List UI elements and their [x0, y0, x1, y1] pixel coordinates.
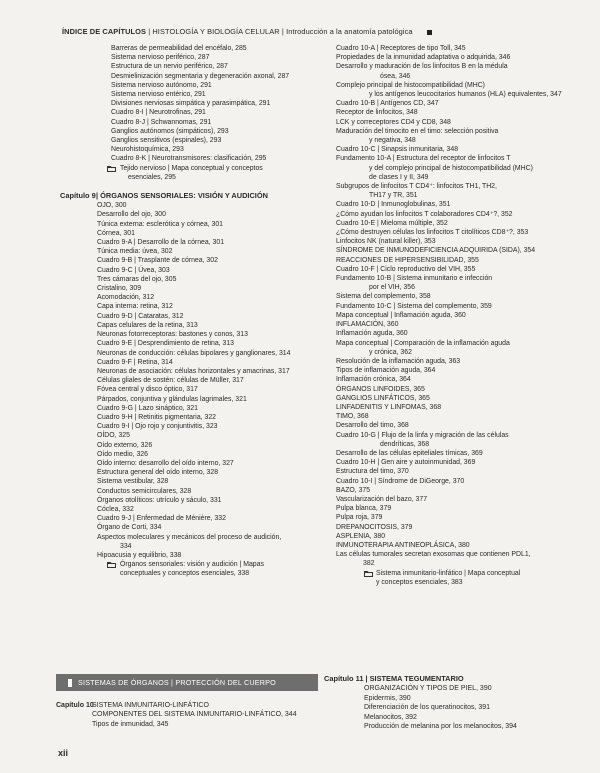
toc-entry-text: Sistema inmunitario-linfático | Mapa conceptual [376, 569, 521, 577]
toc-entry[interactable]: ÓRGANOS LINFOIDES, 365 [336, 385, 425, 393]
toc-entry[interactable]: Cuadro 9-C | Úvea, 303 [97, 266, 170, 274]
toc-entry[interactable]: por el VIH, 356 [369, 284, 415, 292]
toc-entry[interactable]: Cuadro 10-I | Síndrome de DiGeorge, 370 [336, 477, 465, 485]
toc-entry[interactable]: Oído interno: desarrollo del oído interno, 327 [97, 459, 234, 467]
toc-entry[interactable]: Conductos semicirculares, 328 [97, 487, 192, 495]
toc-entry[interactable]: 334 [120, 542, 132, 550]
toc-entry[interactable]: Cóclea, 332 [97, 505, 134, 513]
toc-entry[interactable]: Desmielinización segmentaria y degeneración axonal, 287 [111, 72, 290, 80]
toc-entry[interactable]: ósea, 346 [380, 72, 411, 80]
page-number: xii [58, 748, 69, 758]
toc-entry[interactable]: Tipos de inflamación aguda, 364 [336, 367, 436, 375]
toc-entry[interactable]: Subgrupos de linfocitos T CD4⁺: linfocitos TH1, TH2, [336, 183, 497, 191]
toc-entry[interactable]: LINFADENITIS Y LINFOMAS, 368 [336, 403, 442, 411]
header-separator: | [281, 27, 284, 36]
toc-entry[interactable]: LCK y correceptores CD4 y CD8, 348 [336, 118, 451, 126]
header-subtitle: Introducción a la anatomía patológica [286, 27, 413, 36]
chapter-10-heading[interactable] [56, 702, 209, 709]
toc-entry[interactable]: 382 [363, 560, 375, 568]
toc-entry[interactable]: Capas celulares de la retina, 313 [97, 321, 198, 329]
toc-entry[interactable]: Aspectos moleculares y mecánicos del proceso de audición, [97, 533, 282, 541]
toc-entry[interactable]: Producción de melanina por los melanocitos, 394 [364, 723, 517, 731]
toc-entry[interactable]: Cuadro 10-E | Mieloma múltiple, 352 [336, 219, 448, 227]
toc-entry[interactable]: Cuadro 9-A | Desarrollo de la córnea, 301 [97, 239, 225, 247]
toc-entry[interactable]: Inflamación aguda, 360 [336, 330, 408, 338]
toc-entry[interactable]: SÍNDROME DE INMUNODEFICIENCIA ADQUIRIDA (SIDA), 354 [336, 247, 536, 255]
toc-concept-map-entry[interactable] [60, 560, 322, 578]
toc-entry[interactable]: y del complejo principal de histocompatibilidad (MHC) [369, 164, 533, 172]
toc-entry[interactable]: Cuadro 10-H | Gen aire y autoinmunidad, 369 [336, 459, 476, 467]
toc-entry[interactable]: INMUNOTERAPIA ANTINEOPLÁSICA, 380 [336, 541, 470, 549]
toc-entry[interactable]: INFLAMACIÓN, 360 [336, 321, 399, 329]
toc-entry[interactable]: Túnica externa: esclerótica y córnea, 301 [97, 220, 224, 228]
header-separator: | [148, 27, 151, 36]
banner-marker-icon [68, 679, 72, 687]
chapter-10-block [56, 701, 297, 729]
toc-entry[interactable]: Cuadro 9-H | Retinitis pigmentaria, 322 [97, 413, 216, 421]
chapter-title: | SISTEMA TEGUMENTARIO [365, 674, 464, 683]
toc-entry[interactable]: Cristalino, 309 [97, 285, 142, 293]
toc-entry[interactable]: Melanocitos, 392 [364, 713, 417, 721]
folder-icon [107, 561, 116, 568]
toc-entry[interactable]: Túnica media: úvea, 302 [97, 248, 173, 256]
toc-entry[interactable]: Resolución de la inflamación aguda, 363 [336, 357, 461, 365]
header-square-icon [427, 30, 432, 35]
toc-entry[interactable]: Estructura de un nervio periférico, 287 [111, 63, 228, 71]
toc-entry[interactable]: Cuadro 10-D | Inmunoglobulinas, 351 [336, 201, 451, 209]
toc-entry[interactable]: Cuadro 9-B | Trasplante de córnea, 302 [97, 257, 218, 265]
toc-entry[interactable]: Cuadro 9-G | Lazo sináptico, 321 [97, 404, 198, 412]
toc-entry-text: esenciales, 295 [128, 173, 176, 181]
toc-entry[interactable]: Cuadro 9-F | Retina, 314 [97, 358, 173, 366]
header-title: ÍNDICE DE CAPÍTULOS [62, 27, 147, 36]
toc-entry[interactable]: Linfocitos NK (natural killer), 353 [336, 238, 436, 246]
toc-entry[interactable]: Inflamación crónica, 364 [336, 376, 411, 384]
toc-entry[interactable]: Sistema nervioso periférico, 287 [111, 54, 210, 62]
toc-entry[interactable]: Fundamento 10-A | Estructura del receptor de linfocitos T [336, 155, 511, 163]
toc-entry[interactable]: OJO, 300 [97, 202, 127, 210]
toc-entry[interactable]: Cuadro 8-K | Neurotransmisores: clasificación, 295 [111, 155, 267, 163]
toc-entry-text: conceptuales y conceptos esenciales, 338 [120, 570, 250, 578]
toc-entry[interactable]: Desarrollo y maduración de los linfocitos B en la médula [336, 63, 508, 71]
toc-entry[interactable]: Neuronas de asociación: células horizontales y amacrinas, 317 [97, 367, 290, 375]
toc-entry[interactable]: Párpados, conjuntiva y glándulas lagrimales, 321 [97, 395, 247, 403]
toc-entry[interactable]: Fóvea central y disco óptico, 317 [97, 386, 198, 394]
toc-entry[interactable]: de clases I y II, 349 [369, 173, 429, 181]
toc-entry[interactable]: Diferenciación de los queratinocitos, 391 [364, 704, 491, 712]
toc-entry[interactable]: Sistema nervioso entérico, 291 [111, 91, 206, 99]
toc-entry[interactable]: ¿Cómo destruyen células los linfocitos T citolíticos CD8⁺?, 353 [336, 229, 529, 237]
toc-entry[interactable]: Maduración del timocito en el timo: selección positiva [336, 127, 499, 135]
chapter-11-heading[interactable] [324, 674, 464, 683]
toc-entry[interactable]: Propiedades de la inmunidad adaptativa o adquirida, 346 [336, 54, 511, 62]
folder-icon [107, 165, 116, 172]
toc-entry[interactable]: Tres cámaras del ojo, 305 [97, 275, 177, 283]
toc-entry[interactable]: Epidermis, 390 [364, 694, 411, 702]
toc-entry[interactable]: OÍDO, 325 [97, 432, 130, 440]
toc-entry[interactable]: Complejo principal de histocompatibilidad (MHC) [336, 81, 485, 89]
toc-entry[interactable]: Acomodación, 312 [97, 294, 155, 302]
toc-entry[interactable]: Vascularización del bazo, 377 [336, 495, 428, 503]
toc-entry-text: y conceptos esenciales, 383 [376, 578, 463, 586]
toc-entry[interactable]: Cuadro 10-G | Flujo de la linfa y migración de las células [336, 431, 509, 439]
toc-entry[interactable]: Órganos otolíticos: utrículo y sáculo, 331 [97, 496, 222, 504]
toc-entry[interactable]: Desarrollo de las células epiteliales tímicas, 369 [336, 449, 483, 457]
toc-entry[interactable]: TIMO, 368 [336, 413, 369, 421]
toc-entry[interactable]: y negativa, 348 [369, 137, 416, 145]
toc-entry-text: Tejido nervioso | Mapa conceptual y conceptos [120, 164, 263, 172]
toc-entry[interactable]: Mapa conceptual | Inflamación aguda, 360 [336, 311, 466, 319]
toc-entry[interactable]: Sistema nervioso autónomo, 291 [111, 81, 212, 89]
chapter-11-block [324, 674, 517, 731]
toc-entry[interactable]: COMPONENTES DEL SISTEMA INMUNITARIO-LINFÁTICO, 344 [92, 711, 297, 719]
toc-entry[interactable]: TH17 y TR, 351 [369, 192, 418, 200]
chapter-title: | ÓRGANOS SENSORIALES: VISIÓN Y AUDICIÓN [96, 191, 268, 201]
toc-entry[interactable]: y los antígenos leucocitarios humanos (HLA) equivalentes, 347 [369, 91, 562, 99]
toc-entry[interactable]: Hipoacusia y equilibrio, 338 [97, 551, 182, 559]
toc-entry[interactable]: Mapa conceptual | Comparación de la inflamación aguda [336, 339, 510, 347]
toc-entry[interactable]: Cuadro 8-I | Neurotrofinas, 291 [111, 109, 206, 117]
toc-entry[interactable]: Sistema del complemento, 358 [336, 293, 431, 301]
toc-entry[interactable]: Células gliales de sostén: células de Müller, 317 [97, 377, 244, 385]
toc-list-right [336, 44, 576, 569]
toc-entry[interactable]: Órgano de Corti, 334 [97, 524, 162, 532]
toc-entry[interactable]: Cuadro 8-J | Schwannomas, 291 [111, 118, 212, 126]
toc-entry[interactable]: y crónica, 362 [369, 348, 412, 356]
toc-entry[interactable]: Cuadro 10-A | Receptores de tipo Toll, 345 [336, 45, 466, 52]
toc-entry[interactable]: Desarrollo del ojo, 300 [97, 211, 166, 219]
toc-entry[interactable]: Oído externo, 326 [97, 441, 153, 449]
toc-entry[interactable]: Estructura del timo, 370 [336, 468, 409, 476]
toc-entry[interactable]: Barreras de permeabilidad del encéfalo, 285 [111, 45, 247, 52]
toc-entry[interactable]: dendríticas, 368 [380, 440, 430, 448]
toc-entry[interactable]: Las células tumorales secretan exosomas que contienen PDL1, [336, 551, 531, 559]
chapter-title: SISTEMA INMUNITARIO-LINFÁTICO [92, 702, 209, 709]
section-banner [56, 674, 318, 691]
toc-entry[interactable]: DREPANOCITOSIS, 379 [336, 523, 413, 531]
toc-entry[interactable]: ORGANIZACIÓN Y TIPOS DE PIEL, 390 [364, 685, 492, 693]
toc-concept-map-entry[interactable] [60, 164, 322, 182]
toc-entry[interactable]: Neuronas de conducción: células bipolares y ganglionares, 314 [97, 349, 291, 357]
chapter-9-heading[interactable] [60, 191, 322, 200]
header-subject: HISTOLOGÍA Y BIOLOGÍA CELULAR [152, 27, 280, 36]
chapter-number: Capítulo 9 [60, 191, 96, 201]
toc-entry[interactable]: Fundamento 10-B | Sistema inmunitario e infección [336, 275, 493, 283]
toc-entry[interactable]: Cuadro 9-I | Ojo rojo y conjuntivitis, 323 [97, 423, 218, 431]
toc-entry[interactable]: Fundamento 10-C | Sistema del complemento, 359 [336, 302, 492, 310]
page-header [62, 27, 540, 36]
toc-entry[interactable]: Cuadro 10-F | Ciclo reproductivo del VIH, 355 [336, 265, 476, 273]
toc-entry[interactable]: Pulpa blanca, 379 [336, 505, 392, 513]
toc-entry[interactable]: Pulpa roja, 379 [336, 514, 383, 522]
folder-icon [364, 570, 373, 577]
toc-entry[interactable]: Córnea, 301 [97, 229, 135, 237]
toc-entry[interactable]: Desarrollo del timo, 368 [336, 422, 409, 430]
toc-entry[interactable]: ¿Cómo ayudan los linfocitos T colaboradores CD4⁺?, 352 [336, 210, 513, 218]
toc-entry[interactable]: Neurohistoquímica, 293 [111, 146, 184, 154]
toc-entry[interactable]: Sistema vestibular, 328 [97, 478, 169, 486]
chapter-number: Capítulo 11 [324, 674, 364, 683]
toc-entry[interactable]: Ganglios sensitivos (espinales), 293 [111, 137, 222, 145]
toc-entry[interactable]: Cuadro 9-D | Cataratas, 312 [97, 312, 184, 320]
left-column [60, 44, 322, 579]
toc-entry[interactable]: Cuadro 10-B | Antígenos CD, 347 [336, 100, 439, 108]
toc-entry[interactable]: Cuadro 10-C | Sinapsis inmunitaria, 348 [336, 146, 459, 154]
toc-entry[interactable]: Ganglios autónomos (simpáticos), 293 [111, 127, 229, 135]
toc-entry[interactable]: Cuadro 9-J | Enfermedad de Ménière, 332 [97, 515, 226, 523]
toc-entry[interactable]: Receptor de linfocitos, 348 [336, 109, 418, 117]
toc-entry[interactable]: BAZO, 375 [336, 486, 371, 494]
toc-entry[interactable]: Cuadro 9-E | Desprendimiento de retina, 313 [97, 340, 235, 348]
toc-concept-map-entry[interactable] [336, 569, 576, 587]
toc-entry[interactable]: Tipos de inmunidad, 345 [92, 720, 169, 728]
toc-entry[interactable]: Oído medio, 326 [97, 450, 148, 458]
banner-text: SISTEMAS DE ÓRGANOS | PROTECCIÓN DEL CUERPO [78, 678, 276, 687]
toc-entry[interactable]: ASPLENIA, 380 [336, 532, 386, 540]
right-column [336, 44, 576, 587]
toc-entry[interactable]: REACCIONES DE HIPERSENSIBILIDAD, 355 [336, 256, 479, 264]
toc-entry[interactable]: GANGLIOS LINFÁTICOS, 365 [336, 394, 430, 402]
toc-list-chapter-9 [60, 201, 322, 560]
chapter-number: Capítulo 10 [56, 702, 94, 709]
toc-entry[interactable]: Neuronas fotorreceptoras: bastones y conos, 313 [97, 331, 248, 339]
toc-list-left-top [60, 44, 322, 164]
toc-entry-text: Órganos sensoriales: visión y audición | Mapas [120, 561, 264, 569]
toc-entry[interactable]: Divisiones nerviosas simpática y parasimpática, 291 [111, 100, 271, 108]
toc-entry[interactable]: Estructura general del oído interno, 328 [97, 469, 219, 477]
toc-entry[interactable]: Capa interna: retina, 312 [97, 303, 173, 311]
